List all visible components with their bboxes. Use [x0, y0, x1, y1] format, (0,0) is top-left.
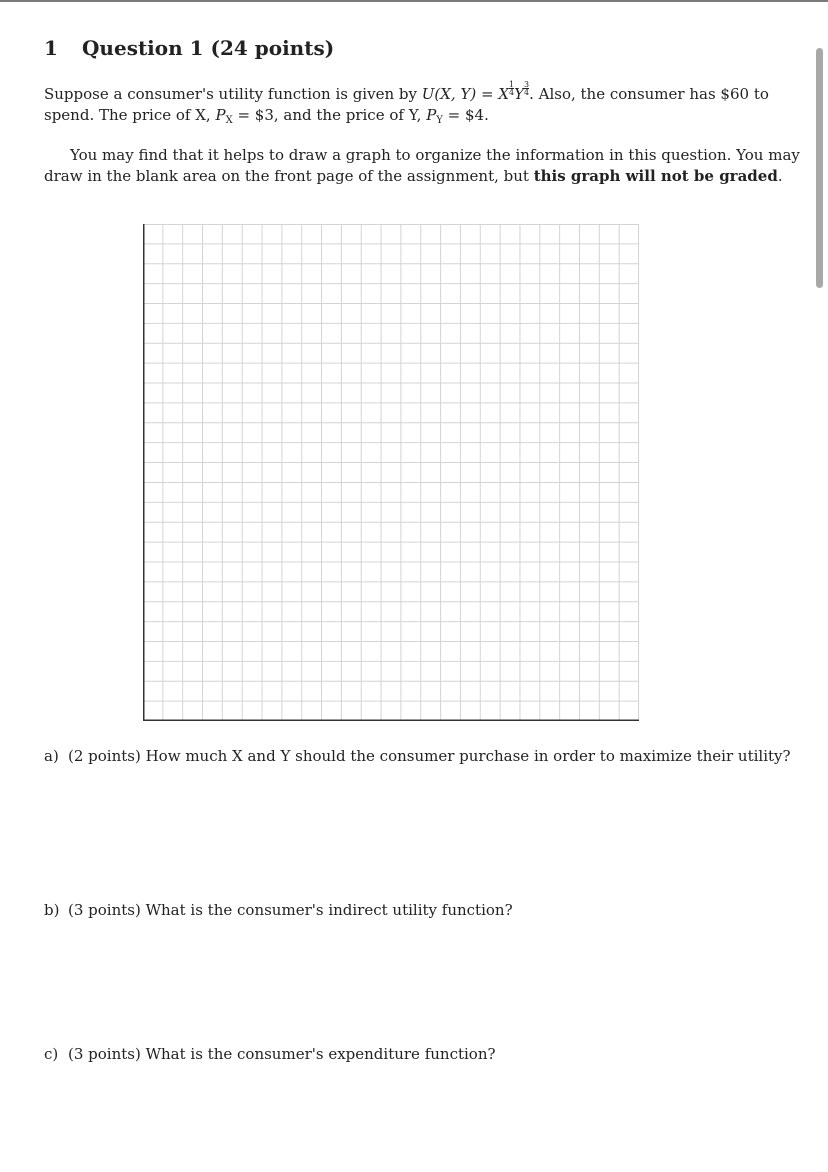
problem-text-3: spend. The price of X, — [44, 106, 216, 124]
px-variable: P — [215, 106, 226, 124]
py-value: = $4. — [442, 106, 489, 124]
section-number: 1 — [44, 36, 58, 60]
x-exp-den: 4 — [509, 88, 515, 97]
px-value: = $3, and the price of Y, — [232, 106, 427, 124]
utility-lhs: U(X, Y) — [421, 85, 477, 103]
problem-statement — [44, 81, 824, 131]
x-variable: X — [498, 85, 509, 103]
question-a — [44, 747, 791, 765]
graph-note-text: draw in the blank area on the front page of the assignment, but — [44, 167, 534, 185]
graph-note-line-2 — [44, 166, 824, 187]
section-title: Question 1 (24 points) — [82, 36, 335, 60]
question-c — [44, 1045, 496, 1063]
graph-note-line-1: You may find that it helps to draw a graph to organize the information in this question. You may — [70, 146, 800, 164]
py-variable: P — [426, 106, 437, 124]
question-b — [44, 901, 513, 919]
y-exp-den: 4 — [524, 88, 530, 97]
y-variable: Y — [514, 85, 524, 103]
problem-line-2 — [44, 105, 824, 131]
py-subscript: Y — [436, 115, 443, 126]
graph-note-bold: this graph will not be graded — [533, 167, 778, 185]
top-divider — [0, 0, 828, 2]
question-c-label: c) — [44, 1045, 59, 1063]
problem-text-2: . Also, the consumer has $60 to — [529, 85, 769, 103]
problem-text-1: Suppose a consumer's utility function is given by — [44, 85, 422, 103]
problem-line-1 — [44, 81, 824, 105]
equals-sign: = — [476, 85, 499, 103]
graph-paper-grid — [143, 224, 639, 721]
graph-note-period: . — [777, 167, 783, 185]
section-heading — [44, 36, 334, 60]
question-c-text: (3 points) What is the consumer's expenditure function? — [68, 1045, 496, 1063]
question-a-text: (2 points) How much X and Y should the consumer purchase in order to maximize their utility? — [68, 747, 791, 765]
question-b-text: (3 points) What is the consumer's indirect utility function? — [68, 901, 513, 919]
question-a-label: a) — [44, 747, 59, 765]
graph-note — [44, 145, 824, 187]
question-b-label: b) — [44, 901, 60, 919]
px-subscript: X — [225, 115, 233, 126]
x-exp-num: 1 — [509, 80, 515, 89]
y-exp-num: 3 — [524, 80, 530, 89]
